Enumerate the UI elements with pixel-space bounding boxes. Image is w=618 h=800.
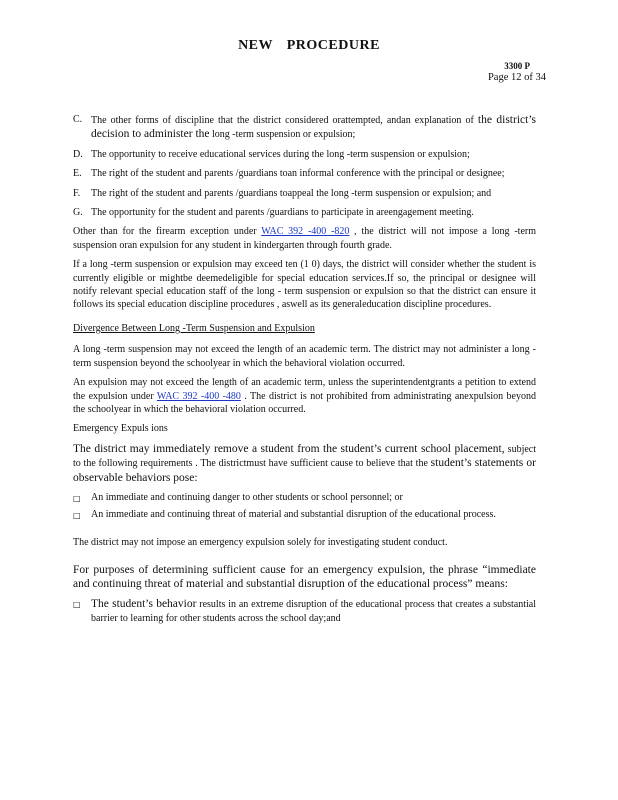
square-bullet-icon: □ — [73, 511, 81, 521]
bullet-text-emphasis: The student’s behavior — [91, 598, 197, 611]
bullet-text: An immediate and continuing danger to other students or school personnel; or — [91, 491, 403, 503]
list-item-d — [73, 148, 536, 161]
paragraph-text: Other than for the firearm exception under — [73, 226, 262, 238]
list-text-emphasis: the district’s decision to administer the — [91, 114, 536, 141]
bullet-text: An immediate and continuing threat of material and substantial disruption of the educational process. — [91, 509, 496, 521]
list-item-f — [73, 187, 536, 200]
list-item-g — [73, 206, 536, 219]
paragraph-emergency-removal — [73, 442, 536, 485]
list-text: long -term suspension or expulsion; — [209, 129, 356, 141]
square-bullet-icon: □ — [73, 493, 81, 503]
policy-number: 3300 P — [504, 61, 530, 71]
list-label: G. — [73, 207, 83, 219]
wac-480-link[interactable]: WAC 392 -400 -480 — [156, 390, 241, 402]
list-text: The opportunity to receive educational services during the long -term suspension or expulsion; — [91, 148, 470, 160]
page-number: Page 12 of 34 — [487, 72, 546, 83]
list-item-e — [73, 167, 536, 180]
section-heading-emergency: Emergency Expuls ions — [73, 423, 168, 435]
bullet-item — [73, 491, 536, 504]
list-text: The right of the student and parents /guardians toappeal the long -term suspension or expulsion; and — [91, 187, 492, 199]
list-item-c — [73, 113, 536, 142]
paragraph-text: , the district will not impose a long -term suspension oran expulsion for any student in kindergarten through fourth grade. — [73, 226, 536, 251]
list-label: F. — [73, 187, 81, 199]
paragraph-expulsion-limit — [73, 376, 536, 416]
paragraph-text-emphasis: student’s statements or observable behaviors pose: — [73, 457, 537, 484]
bullet-item — [73, 597, 536, 625]
bullet-text: results in an extreme disruption of the educational process that creates a substantial barrier to learning for other students across the school day;and — [91, 599, 536, 624]
paragraph-definition: For purposes of determining sufficient cause for an emergency expulsion, the phrase “immediate and continuing threat of material and substantial disruption of the educational process” means: — [73, 564, 536, 591]
paragraph-long-term-limit: A long -term suspension may not exceed the length of an academic term. The district may not administer a long -term suspension beyond the schoolyear in which the behavioral violation occurred. — [73, 344, 536, 369]
paragraph-investigation: The district may not impose an emergency expulsion solely for investigating student conduct. — [73, 536, 448, 548]
square-bullet-icon: □ — [73, 600, 81, 610]
list-label: D. — [73, 148, 83, 160]
wac-820-link[interactable]: WAC 392 -400 -820 — [261, 226, 350, 238]
paragraph-text: subject to the following requirements . The districtmust have sufficient cause to believe that the — [73, 443, 536, 470]
paragraph-text: An expulsion may not exceed the length of an academic term, unless the superintendentgrants a petition to extend the expulsion under — [73, 377, 536, 402]
paragraph-text-emphasis: The district may immediately remove a student from the student’s current school placement, — [73, 442, 505, 455]
section-heading-divergence: Divergence Between Long -Term Suspension and Expulsion — [73, 322, 315, 334]
page-title: NEW PROCEDURE — [238, 38, 380, 53]
list-label: E. — [73, 168, 82, 180]
paragraph-firearm-exception — [73, 225, 536, 252]
list-text: The other forms of discipline that the district considered orattempted, andan explanation of — [91, 115, 478, 126]
list-text: The opportunity for the student and parents /guardians to participate in areengagement meeting. — [91, 207, 474, 219]
document-body — [73, 113, 536, 629]
list-text: The right of the student and parents /guardians toan informal conference with the principal or designee; — [91, 168, 505, 180]
paragraph-special-education: If a long -term suspension or expulsion may exceed ten (1 0) days, the district will consider whether the student is currently eligible or mightbe deemedeligible for special education services.If so, the principal or designee will notify relevant special education staff of the long - term suspension or expulsion so that the district can ensure it follows its special education discipline procedures , aswell as its generaleducation discipline procedures. — [73, 259, 536, 311]
paragraph-text: . The district is not prohibited from administrating anexpulsion beyond the schoolyear in which the behavioral violation occurred. — [73, 390, 536, 415]
list-label: C. — [73, 114, 83, 125]
bullet-item — [73, 508, 536, 521]
